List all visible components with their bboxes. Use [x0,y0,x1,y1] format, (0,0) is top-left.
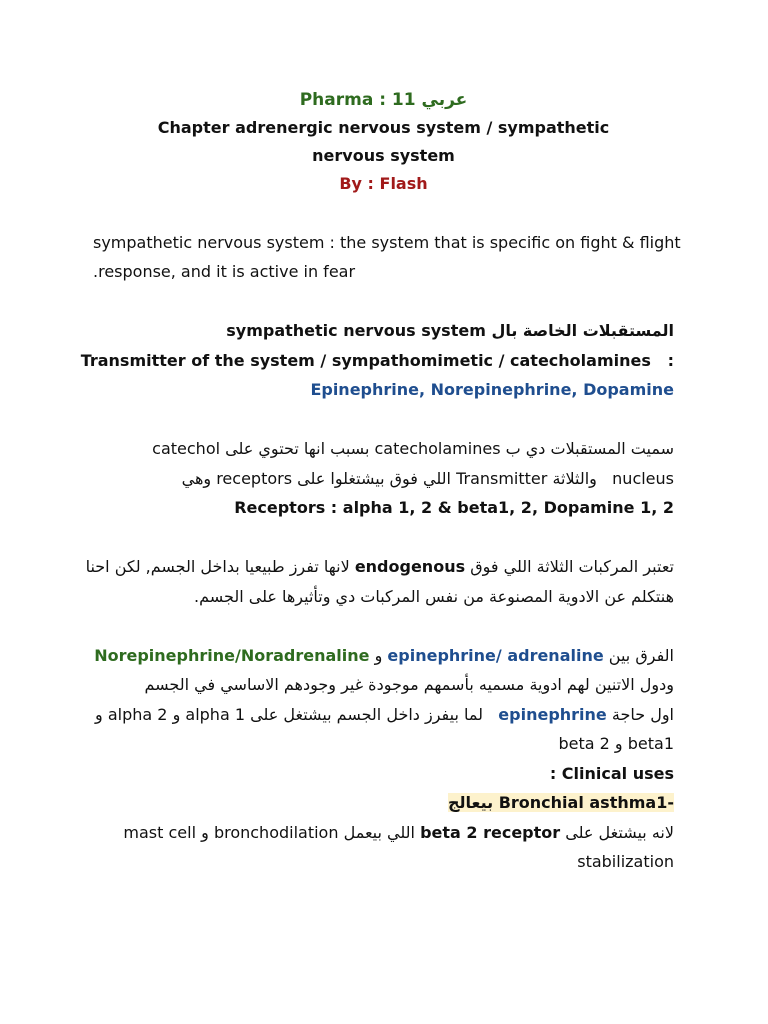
difference-line1: الفرق بين epinephrine/ adrenaline و Norepinephrine/Noradrenaline [94,645,674,665]
receptors-heading: المستقبلات الخاصة بال sympathetic nervous system [226,321,674,340]
endogenous-line1: تعتبر المركبات الثلاثة اللي فوق endogenous لانها تفرز طبيعيا بداخل الجسم, لكن احنا [85,557,674,576]
intro-line2: .response, and it is active in fear [93,262,356,281]
difference-line6: stabilization [577,852,674,871]
endogenous-line2: هنتكلم عن الادوية المصنوعة من نفس المركبات دي وتأثيرها على الجسم. [193,586,674,606]
difference-line4: beta1 و beta 2 [558,734,674,753]
document-page [80,86,681,877]
catechol-line2: nucleus والثلاثة Transmitter اللي فوق بيشتغلوا على receptors وهي [181,468,674,488]
page-title: Pharma : 11 عربي [299,90,468,110]
catechol-line1: سميت المستقبلات دي ب catecholamines بسبب انها تحتوي على catechol [152,439,674,458]
clinical-uses-heading: : Clinical uses [549,763,674,783]
difference-line5: لانه بيشتغل على beta 2 receptor اللي بيعمل bronchodilation و mast cell [123,822,674,842]
chapter-title-line2: nervous system [312,146,455,165]
transmitters-list: Epinephrine, Norepinephrine, Dopamine [310,380,674,399]
difference-line3: اول حاجة epinephrine لما بيفرز داخل الجسم بيشتغل على alpha 1 و alpha 2 و [95,704,674,724]
author-line: By : Flash [339,174,428,193]
chapter-title-line1: Chapter adrenergic nervous system / sympathetic [157,118,610,137]
bronchial-asthma-item [93,788,674,818]
highlighted-text: 1-Bronchial asthma بيعالج [448,793,674,812]
transmitter-line: : Transmitter of the system / sympathomimetic / catecholamines [80,350,674,370]
receptors-list: Receptors : alpha 1, 2 & beta1, 2, Dopamine 1, 2 [234,498,674,517]
difference-line2: ودول الاتنين لهم ادوية مسميه بأسمهم موجودة غير وجودهم الاساسي في الجسم [144,675,674,694]
intro-line1: sympathetic nervous system : the system that is specific on fight & flight [93,232,681,252]
